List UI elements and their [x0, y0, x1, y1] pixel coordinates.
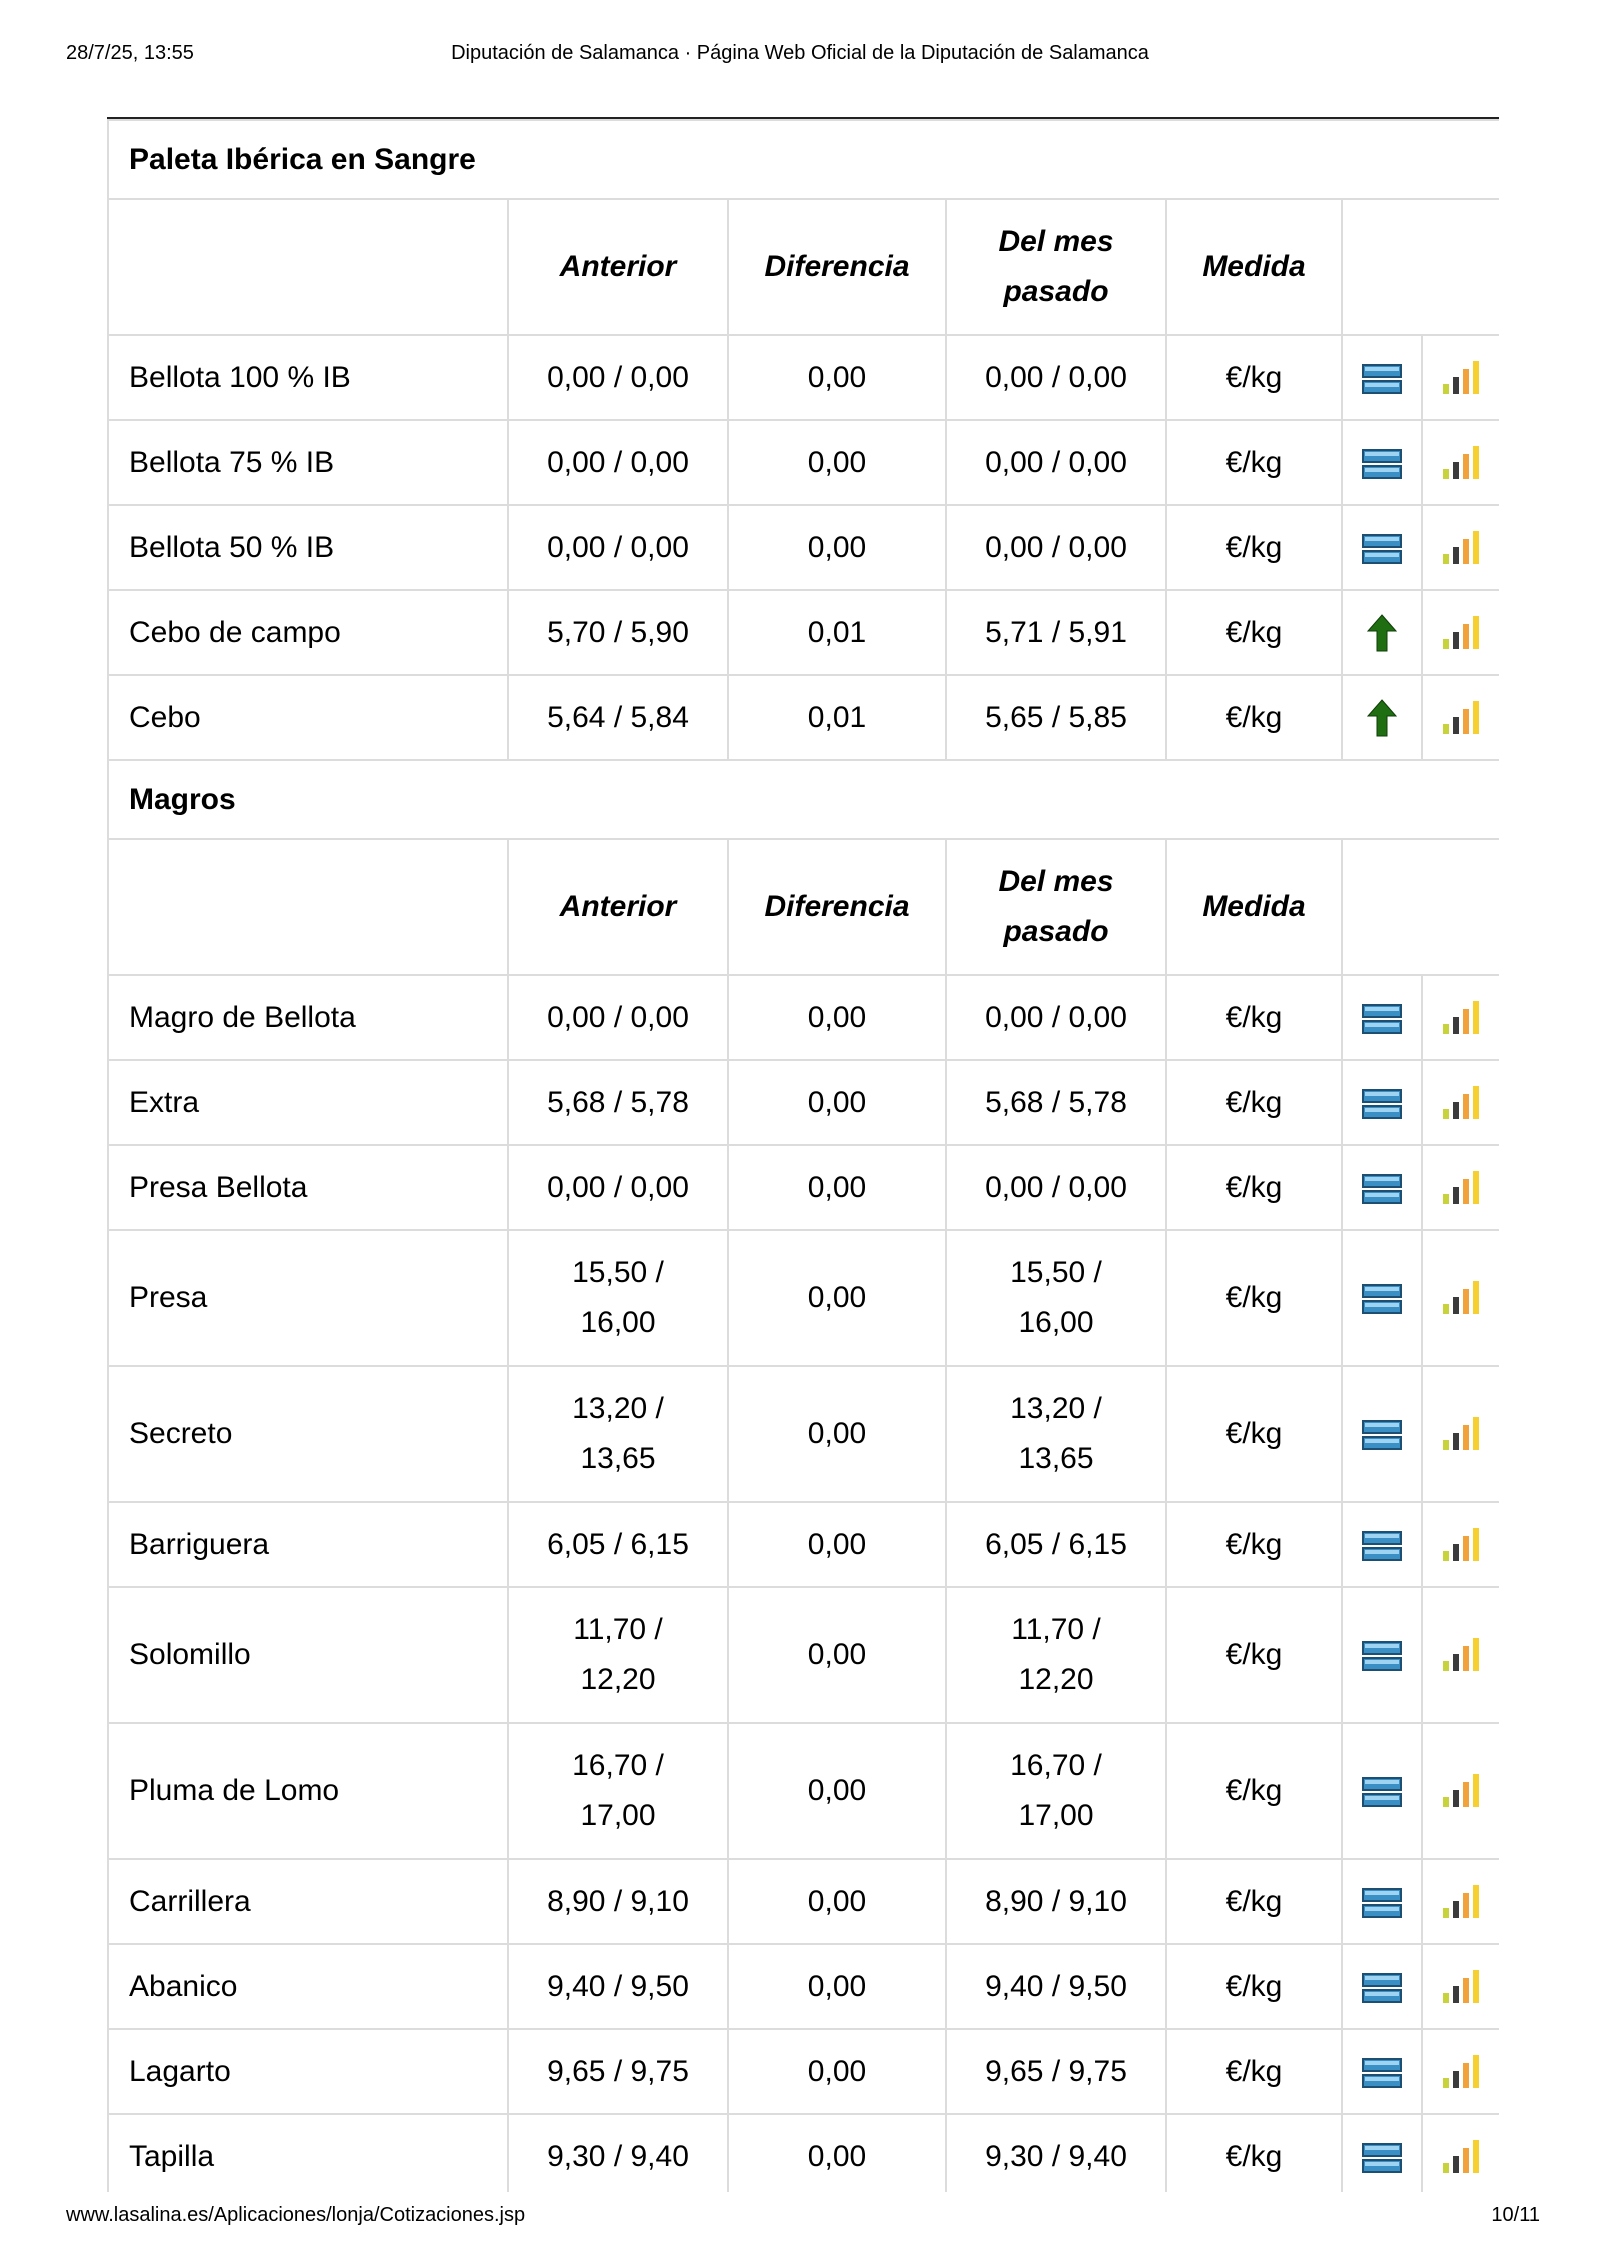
mes-pasado-value: 16,70 / 17,00: [946, 1723, 1166, 1859]
trend-cell: [1342, 1587, 1422, 1723]
diferencia-value: 0,00: [728, 1366, 946, 1502]
medida-value: €/kg: [1166, 2029, 1342, 2114]
diferencia-value: 0,00: [728, 975, 946, 1060]
column-header-row: [108, 839, 1499, 975]
section-title: Magros: [108, 760, 1499, 839]
print-page-number: 10/11: [1491, 2204, 1540, 2226]
chart-cell[interactable]: [1422, 1859, 1499, 1944]
medida-value: €/kg: [1166, 975, 1342, 1060]
mes-pasado-value: 5,68 / 5,78: [946, 1060, 1166, 1145]
diferencia-value: 0,00: [728, 1502, 946, 1587]
diferencia-value: 0,00: [728, 1145, 946, 1230]
anterior-value: 9,40 / 9,50: [508, 1944, 728, 2029]
diferencia-value: 0,01: [728, 675, 946, 760]
diferencia-value: 0,00: [728, 505, 946, 590]
bar-chart-icon[interactable]: [1441, 1280, 1481, 1316]
chart-cell[interactable]: [1422, 975, 1499, 1060]
print-datetime: 28/7/25, 13:55: [66, 42, 194, 64]
trend-cell: [1342, 2114, 1422, 2192]
trend-cell: [1342, 505, 1422, 590]
column-header-blank: [108, 199, 508, 335]
table-row: [108, 590, 1499, 675]
bar-chart-icon[interactable]: [1441, 615, 1481, 651]
medida-value: €/kg: [1166, 1060, 1342, 1145]
medida-value: €/kg: [1166, 2114, 1342, 2192]
section-title: Paleta Ibérica en Sangre: [108, 120, 1499, 199]
diferencia-value: 0,00: [728, 1230, 946, 1366]
anterior-value: 15,50 / 16,00: [508, 1230, 728, 1366]
mes-pasado-value: 5,71 / 5,91: [946, 590, 1166, 675]
column-header-row: [108, 199, 1499, 335]
column-header-blank: [108, 839, 508, 975]
medida-value: €/kg: [1166, 335, 1342, 420]
equal-bars-icon: [1362, 363, 1402, 395]
anterior-value: 0,00 / 0,00: [508, 505, 728, 590]
table-row: [108, 1502, 1499, 1587]
medida-value: €/kg: [1166, 590, 1342, 675]
anterior-value: 5,68 / 5,78: [508, 1060, 728, 1145]
table-row: [108, 420, 1499, 505]
table-row: [108, 675, 1499, 760]
trend-cell: [1342, 1366, 1422, 1502]
chart-cell[interactable]: [1422, 1145, 1499, 1230]
anterior-value: 13,20 / 13,65: [508, 1366, 728, 1502]
bar-chart-icon[interactable]: [1441, 1969, 1481, 2005]
medida-value: €/kg: [1166, 1859, 1342, 1944]
anterior-value: 9,65 / 9,75: [508, 2029, 728, 2114]
table-row: [108, 1587, 1499, 1723]
trend-cell: [1342, 675, 1422, 760]
chart-cell[interactable]: [1422, 1230, 1499, 1366]
col-del-mes-pasado-header: Del mes pasado: [946, 839, 1166, 975]
trend-cell: [1342, 2029, 1422, 2114]
medida-value: €/kg: [1166, 1230, 1342, 1366]
bar-chart-icon[interactable]: [1441, 1527, 1481, 1563]
up-arrow-icon: [1367, 699, 1397, 737]
anterior-value: 5,70 / 5,90: [508, 590, 728, 675]
product-name: Bellota 100 % IB: [108, 335, 508, 420]
table-row: [108, 1145, 1499, 1230]
bar-chart-icon[interactable]: [1441, 1773, 1481, 1809]
table-row: [108, 505, 1499, 590]
trend-cell: [1342, 1723, 1422, 1859]
product-name: Magro de Bellota: [108, 975, 508, 1060]
table-row: [108, 1060, 1499, 1145]
diferencia-value: 0,00: [728, 1944, 946, 2029]
trend-cell: [1342, 1859, 1422, 1944]
chart-cell[interactable]: [1422, 1587, 1499, 1723]
medida-value: €/kg: [1166, 675, 1342, 760]
column-header-icons: [1342, 199, 1499, 335]
table-row: [108, 1366, 1499, 1502]
medida-value: €/kg: [1166, 1723, 1342, 1859]
product-name: Presa: [108, 1230, 508, 1366]
product-name: Barriguera: [108, 1502, 508, 1587]
anterior-value: 0,00 / 0,00: [508, 1145, 728, 1230]
medida-value: €/kg: [1166, 1587, 1342, 1723]
anterior-value: 0,00 / 0,00: [508, 335, 728, 420]
col-anterior-header: Anterior: [508, 839, 728, 975]
anterior-value: 8,90 / 9,10: [508, 1859, 728, 1944]
medida-value: €/kg: [1166, 1502, 1342, 1587]
equal-bars-icon: [1362, 1419, 1402, 1451]
col-diferencia-header: Diferencia: [728, 199, 946, 335]
quotes-table-body: [108, 120, 1499, 2192]
trend-cell: [1342, 590, 1422, 675]
table-row: [108, 1230, 1499, 1366]
product-name: Secreto: [108, 1366, 508, 1502]
trend-cell: [1342, 335, 1422, 420]
bar-chart-icon[interactable]: [1441, 1416, 1481, 1452]
diferencia-value: 0,00: [728, 2114, 946, 2192]
bar-chart-icon[interactable]: [1441, 1884, 1481, 1920]
up-arrow-icon: [1367, 614, 1397, 652]
equal-bars-icon: [1362, 1776, 1402, 1808]
anterior-value: 9,30 / 9,40: [508, 2114, 728, 2192]
print-page-title: Diputación de Salamanca · Página Web Oficial de la Diputación de Salamanca: [451, 42, 1149, 64]
chart-cell[interactable]: [1422, 335, 1499, 420]
bar-chart-icon[interactable]: [1441, 2054, 1481, 2090]
anterior-value: 0,00 / 0,00: [508, 420, 728, 505]
table-row: [108, 1723, 1499, 1859]
mes-pasado-value: 13,20 / 13,65: [946, 1366, 1166, 1502]
table-row: [108, 1944, 1499, 2029]
chart-cell[interactable]: [1422, 1723, 1499, 1859]
chart-cell[interactable]: [1422, 2029, 1499, 2114]
mes-pasado-value: 9,40 / 9,50: [946, 1944, 1166, 2029]
bar-chart-icon[interactable]: [1441, 360, 1481, 396]
equal-bars-icon: [1362, 1283, 1402, 1315]
mes-pasado-value: 0,00 / 0,00: [946, 1145, 1166, 1230]
col-medida-header: Medida: [1166, 199, 1342, 335]
anterior-value: 0,00 / 0,00: [508, 975, 728, 1060]
product-name: Abanico: [108, 1944, 508, 2029]
diferencia-value: 0,00: [728, 1060, 946, 1145]
equal-bars-icon: [1362, 1003, 1402, 1035]
chart-cell[interactable]: [1422, 1502, 1499, 1587]
product-name: Bellota 50 % IB: [108, 505, 508, 590]
trend-cell: [1342, 1944, 1422, 2029]
mes-pasado-value: 0,00 / 0,00: [946, 975, 1166, 1060]
mes-pasado-value: 8,90 / 9,10: [946, 1859, 1166, 1944]
diferencia-value: 0,00: [728, 1859, 946, 1944]
diferencia-value: 0,00: [728, 1723, 946, 1859]
table-row: [108, 975, 1499, 1060]
mes-pasado-value: 9,30 / 9,40: [946, 2114, 1166, 2192]
product-name: Bellota 75 % IB: [108, 420, 508, 505]
anterior-value: 6,05 / 6,15: [508, 1502, 728, 1587]
mes-pasado-value: 0,00 / 0,00: [946, 505, 1166, 590]
table-row: [108, 2114, 1499, 2192]
trend-cell: [1342, 420, 1422, 505]
equal-bars-icon: [1362, 448, 1402, 480]
medida-value: €/kg: [1166, 1366, 1342, 1502]
chart-cell[interactable]: [1422, 505, 1499, 590]
medida-value: €/kg: [1166, 420, 1342, 505]
product-name: Pluma de Lomo: [108, 1723, 508, 1859]
mes-pasado-value: 5,65 / 5,85: [946, 675, 1166, 760]
medida-value: €/kg: [1166, 505, 1342, 590]
bar-chart-icon[interactable]: [1441, 1085, 1481, 1121]
equal-bars-icon: [1362, 1173, 1402, 1205]
equal-bars-icon: [1362, 2142, 1402, 2174]
section-title-row: [108, 120, 1499, 199]
mes-pasado-value: 11,70 / 12,20: [946, 1587, 1166, 1723]
diferencia-value: 0,00: [728, 1587, 946, 1723]
mes-pasado-value: 6,05 / 6,15: [946, 1502, 1166, 1587]
mes-pasado-value: 9,65 / 9,75: [946, 2029, 1166, 2114]
anterior-value: 11,70 / 12,20: [508, 1587, 728, 1723]
table-row: [108, 1859, 1499, 1944]
product-name: Lagarto: [108, 2029, 508, 2114]
medida-value: €/kg: [1166, 1145, 1342, 1230]
chart-cell[interactable]: [1422, 1944, 1499, 2029]
trend-cell: [1342, 1230, 1422, 1366]
column-header-icons: [1342, 839, 1499, 975]
trend-cell: [1342, 975, 1422, 1060]
bar-chart-icon[interactable]: [1441, 445, 1481, 481]
diferencia-value: 0,00: [728, 420, 946, 505]
col-diferencia-header: Diferencia: [728, 839, 946, 975]
trend-cell: [1342, 1502, 1422, 1587]
equal-bars-icon: [1362, 1887, 1402, 1919]
mes-pasado-value: 15,50 / 16,00: [946, 1230, 1166, 1366]
diferencia-value: 0,01: [728, 590, 946, 675]
print-url: www.lasalina.es/Aplicaciones/lonja/Cotizaciones.jsp: [66, 2204, 526, 2226]
bar-chart-icon[interactable]: [1441, 530, 1481, 566]
product-name: Cebo: [108, 675, 508, 760]
equal-bars-icon: [1362, 1088, 1402, 1120]
chart-cell[interactable]: [1422, 420, 1499, 505]
section-title-row: [108, 760, 1499, 839]
quotes-table: [107, 119, 1499, 2192]
chart-cell[interactable]: [1422, 675, 1499, 760]
bar-chart-icon[interactable]: [1441, 1637, 1481, 1673]
medida-value: €/kg: [1166, 1944, 1342, 2029]
col-medida-header: Medida: [1166, 839, 1342, 975]
equal-bars-icon: [1362, 1972, 1402, 2004]
chart-cell[interactable]: [1422, 1366, 1499, 1502]
product-name: Carrillera: [108, 1859, 508, 1944]
table-row: [108, 2029, 1499, 2114]
anterior-value: 5,64 / 5,84: [508, 675, 728, 760]
mes-pasado-value: 0,00 / 0,00: [946, 420, 1166, 505]
product-name: Cebo de campo: [108, 590, 508, 675]
bar-chart-icon[interactable]: [1441, 700, 1481, 736]
equal-bars-icon: [1362, 1530, 1402, 1562]
col-del-mes-pasado-header: Del mes pasado: [946, 199, 1166, 335]
product-name: Presa Bellota: [108, 1145, 508, 1230]
chart-cell[interactable]: [1422, 590, 1499, 675]
mes-pasado-value: 0,00 / 0,00: [946, 335, 1166, 420]
chart-cell[interactable]: [1422, 1060, 1499, 1145]
bar-chart-icon[interactable]: [1441, 1000, 1481, 1036]
bar-chart-icon[interactable]: [1441, 2139, 1481, 2175]
trend-cell: [1342, 1145, 1422, 1230]
equal-bars-icon: [1362, 533, 1402, 565]
quotes-table-container: [107, 117, 1499, 2192]
table-row: [108, 335, 1499, 420]
equal-bars-icon: [1362, 2057, 1402, 2089]
product-name: Extra: [108, 1060, 508, 1145]
chart-cell[interactable]: [1422, 2114, 1499, 2192]
product-name: Solomillo: [108, 1587, 508, 1723]
product-name: Tapilla: [108, 2114, 508, 2192]
equal-bars-icon: [1362, 1640, 1402, 1672]
col-anterior-header: Anterior: [508, 199, 728, 335]
trend-cell: [1342, 1060, 1422, 1145]
bar-chart-icon[interactable]: [1441, 1170, 1481, 1206]
diferencia-value: 0,00: [728, 2029, 946, 2114]
diferencia-value: 0,00: [728, 335, 946, 420]
anterior-value: 16,70 / 17,00: [508, 1723, 728, 1859]
